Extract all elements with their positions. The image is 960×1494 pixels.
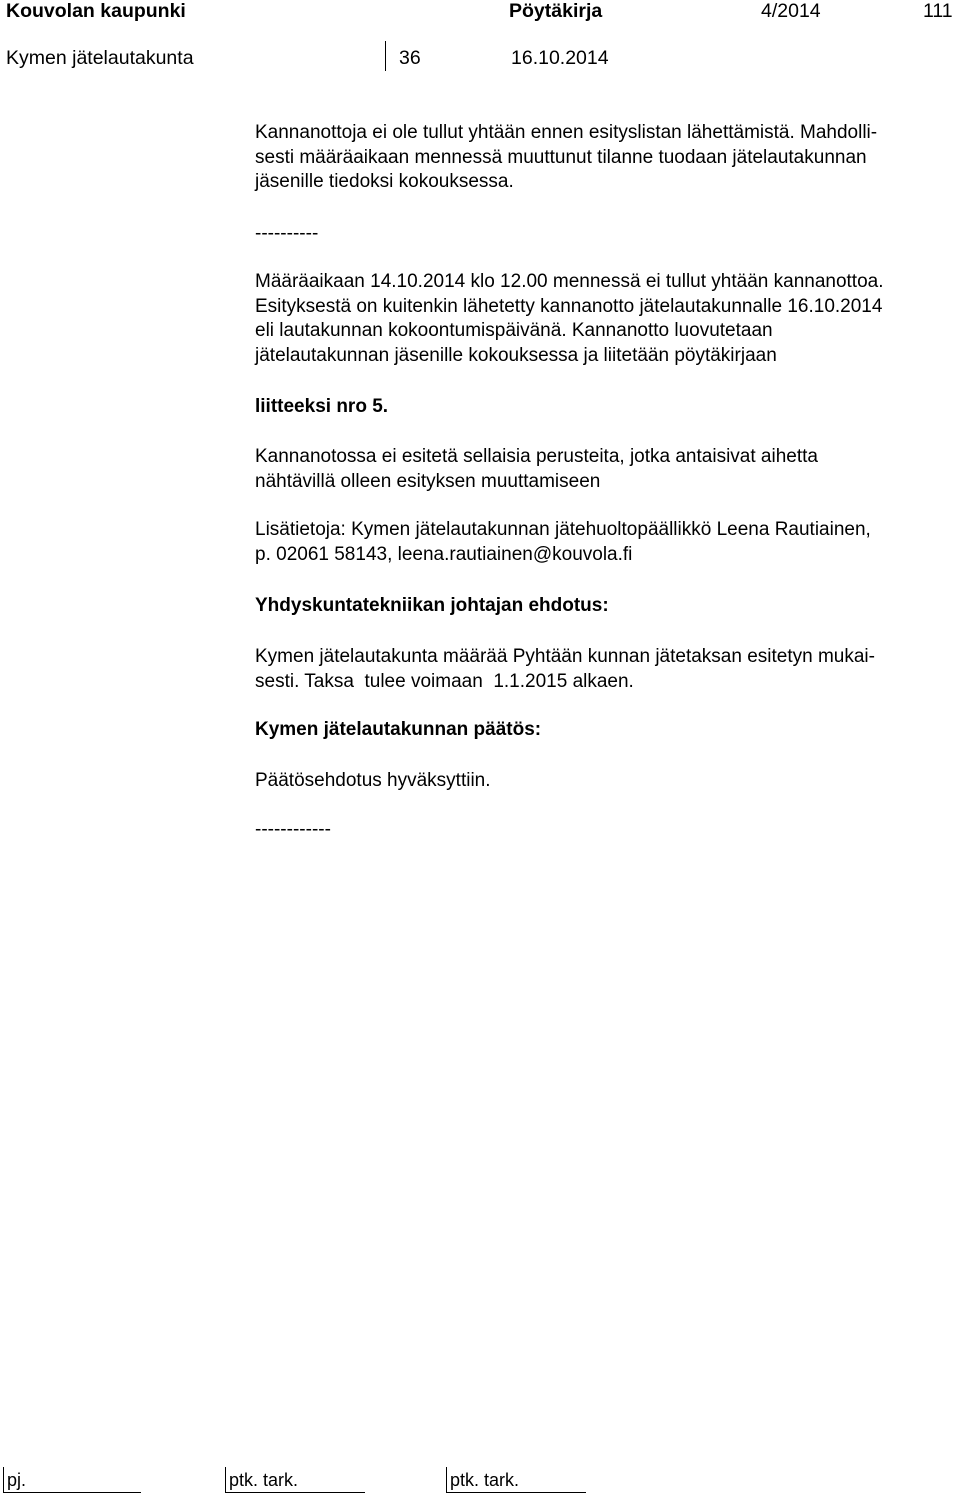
signature-tick [446,1467,447,1493]
p1-line: Kannanottoja ei ole tullut yhtään ennen esityslistan lähettämistä. Mahdolli- [255,122,878,143]
paragraph-2 [255,270,884,368]
meeting-date: 16.10.2014 [511,47,609,69]
p3-line: Kannanotossa ei esitetä sellaisia perusteita, jotka antaisivat aihetta [255,446,818,467]
signature-examiner-1: ptk. tark. [229,1470,299,1490]
signature-line [446,1492,586,1493]
contact-info [255,518,871,567]
org-name: Kouvolan kaupunki [6,0,186,22]
p2-line: Määräaikaan 14.10.2014 klo 12.00 mennessä ei tullut yhtään kannanottoa. [255,271,884,292]
header-divider [385,41,386,71]
signature-examiner-2: ptk. tark. [450,1470,520,1490]
signature-line [3,1492,141,1493]
issue-number: 4/2014 [761,0,821,22]
p5-line: Kymen jätelautakunta määrää Pyhtään kunnan jätetaksan esitetyn mukai- [255,646,875,667]
separator-1: ---------- [255,223,319,244]
p3-line: nähtävillä olleen esityksen muuttamiseen [255,470,601,492]
section-number: 36 [399,47,421,69]
decision-heading: Kymen jätelautakunnan päätös: [255,719,542,740]
p2-line: jätelautakunnan jäsenille kokouksessa ja liitetään pöytäkirjaan [255,344,777,366]
signature-tick [225,1467,226,1493]
proposal-heading: Yhdyskuntatekniikan johtajan ehdotus: [255,595,609,616]
paragraph-1 [255,121,877,195]
signature-tick [3,1467,4,1493]
paragraph-3 [255,445,818,494]
signature-line [225,1492,365,1493]
p1-line: sesti määräaikaan mennessä muuttunut tilanne tuodaan jätelautakunnan [255,146,867,168]
page-number: 111 [923,0,953,22]
p5-line: sesti. Taksa tulee voimaan 1.1.2015 alkaen. [255,670,634,692]
committee-name: Kymen jätelautakunta [6,47,194,69]
separator-2: ------------ [255,819,331,840]
p2-line: eli lautakunnan kokoontumispäivänä. Kannanotto luovutetaan [255,320,773,341]
contact-line: Lisätietoja: Kymen jätelautakunnan jätehuoltopäällikkö Leena Rautiainen, [255,519,871,540]
p2-line: Esityksestä on kuitenkin lähetetty kannanotto jätelautakunnalle 16.10.2014 [255,295,883,317]
signature-chair: pj. [7,1470,27,1490]
paragraph-proposal [255,645,875,694]
attachment-reference: liitteeksi nro 5. [255,396,389,417]
document-type: Pöytäkirja [509,0,603,22]
contact-line: p. 02061 58143, leena.rautiainen@kouvola.fi [255,543,633,565]
decision-text: Päätösehdotus hyväksyttiin. [255,770,491,791]
p1-line: jäsenille tiedoksi kokouksessa. [255,171,514,192]
